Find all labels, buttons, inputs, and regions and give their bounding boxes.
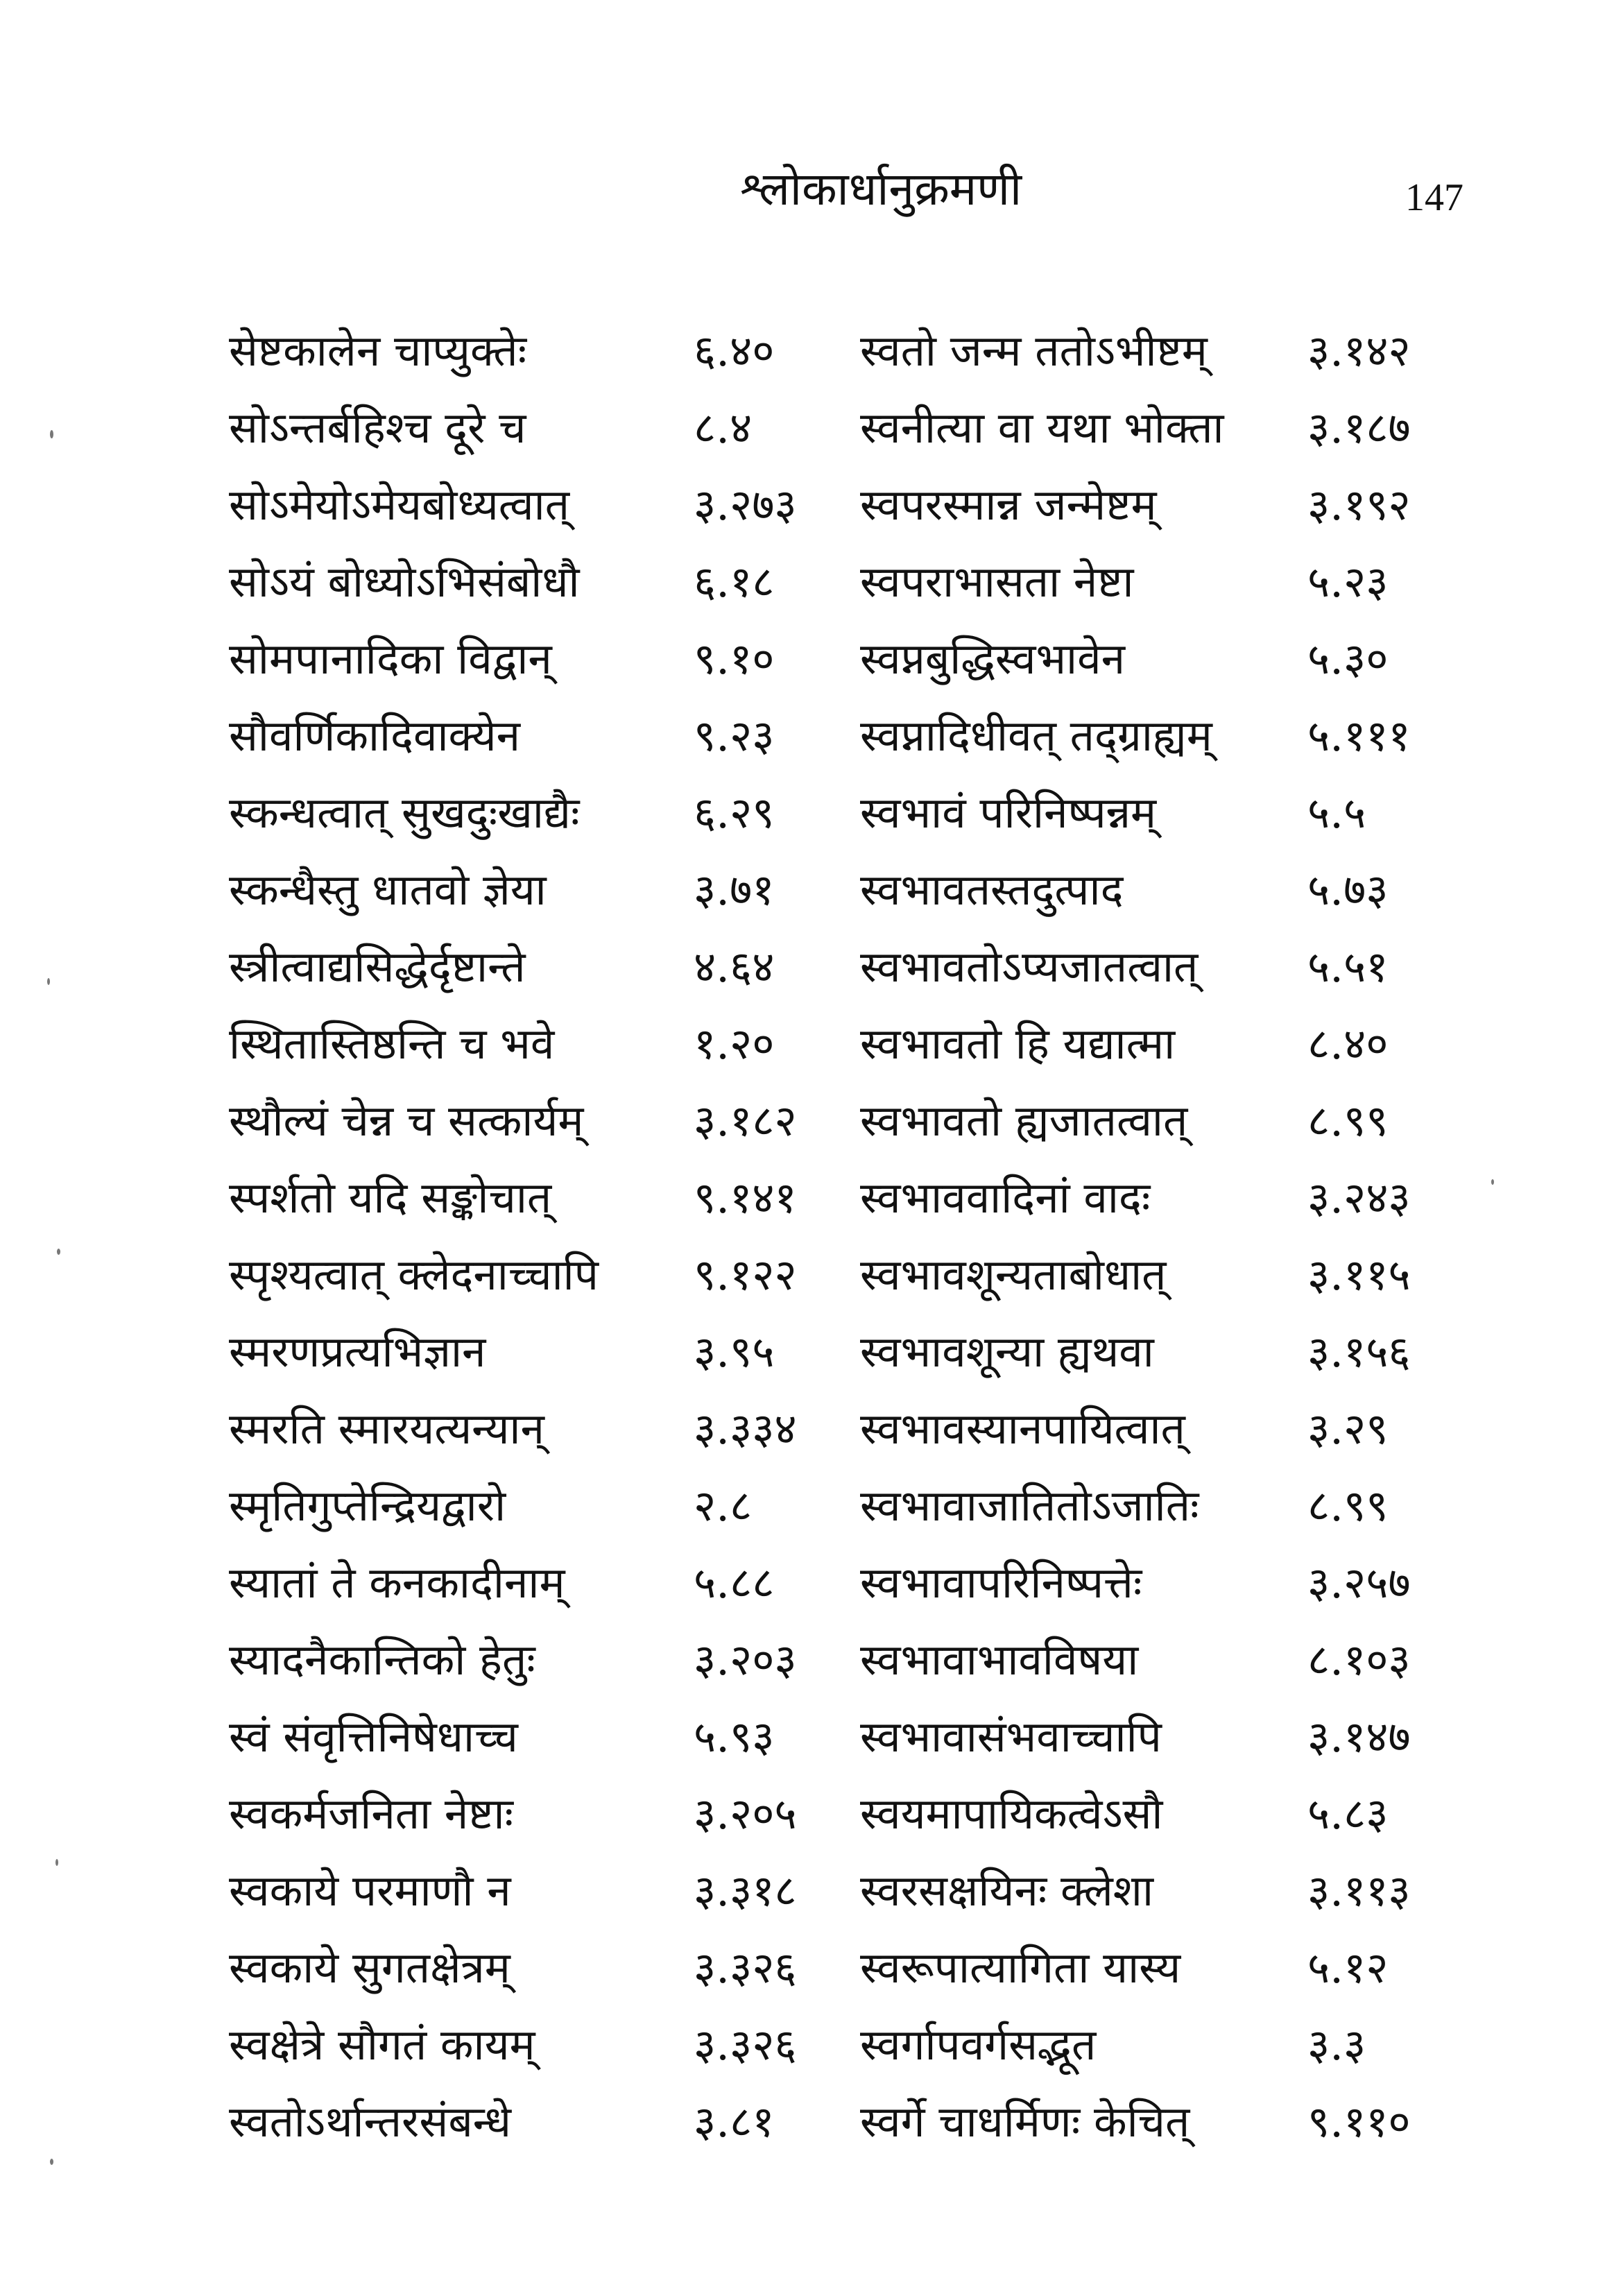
verse-entry-right: स्वपराभासता नेष्टा: [860, 556, 1134, 607]
verse-entry-right: स्वभावाभावविषया: [860, 1634, 1139, 1685]
verse-reference-left: १.२०: [694, 1018, 775, 1069]
verse-entry-left: स्वकाये सुगतक्षेत्रम्: [229, 1942, 510, 1993]
verse-reference-right: ३.१५६: [1307, 1326, 1411, 1377]
scan-speck: [47, 978, 50, 985]
index-row: [229, 1086, 1498, 1163]
index-row: [229, 1548, 1498, 1625]
verse-entry-right: स्वपरस्मान्न जन्मेष्टम्: [860, 479, 1157, 530]
index-row: [229, 932, 1498, 1009]
scan-speck: [50, 430, 53, 438]
verse-reference-right: ५.२३: [1307, 556, 1389, 607]
index-row: [229, 778, 1498, 855]
verse-entry-right: स्वभावतो ह्यजातत्वात्: [860, 1095, 1188, 1146]
verse-reference-right: ५.३०: [1307, 633, 1389, 684]
verse-entry-right: स्वभाववादिनां वादः: [860, 1172, 1151, 1223]
index-row: [229, 1779, 1498, 1856]
verse-reference-right: ५.१२: [1307, 1942, 1389, 1993]
verse-entry-left: स्वं संवृत्तिनिषेधाच्च: [229, 1711, 518, 1762]
verse-entry-left: स्पर्शतो यदि सङ्कोचात्: [229, 1172, 552, 1223]
verse-entry-left: सोऽयं बोध्योऽभिसंबोधौ: [229, 556, 580, 607]
verse-reference-right: ५.५: [1307, 787, 1366, 838]
verse-reference-right: ३.२५७: [1307, 1557, 1411, 1608]
verse-entry-left: सोमपानादिका विद्वान्: [229, 633, 552, 684]
verse-reference-right: ३.२९: [1307, 1403, 1389, 1454]
index-row: [229, 2087, 1498, 2164]
verse-reference-right: ३.१९२: [1307, 479, 1411, 530]
verse-entry-left: सोऽन्तर्बहिश्च दूरे च: [229, 402, 526, 453]
index-row: [229, 1856, 1498, 1933]
scan-speck: [1491, 1179, 1494, 1185]
index-row: [229, 1009, 1498, 1086]
verse-reference-left: ६.२९: [694, 787, 775, 838]
verse-reference-left: ९.१२२: [694, 1249, 797, 1300]
verse-reference-left: ५.८८: [694, 1557, 775, 1608]
verse-entry-left: स्मरति स्मारयत्यन्यान्: [229, 1403, 544, 1454]
verse-reference-left: ३.३३४: [694, 1403, 797, 1454]
verse-entry-left: स्वकाये परमाणौ न: [229, 1865, 511, 1916]
page-number: 147: [1405, 176, 1463, 219]
verse-entry-left: स्वतोऽर्थान्तरसंबन्धे: [229, 2096, 512, 2147]
verse-reference-right: ३.३: [1307, 2019, 1366, 2070]
verse-reference-left: ६.४०: [694, 325, 775, 376]
verse-reference-left: ८.४: [694, 402, 753, 453]
verse-reference-right: ३.१४२: [1307, 325, 1411, 376]
index-row: [229, 624, 1498, 701]
verse-entry-left: स्त्रीत्वाद्यसिद्धेर्दृष्टान्ते: [229, 941, 526, 992]
verse-entry-right: स्वभावतो हि यद्यात्मा: [860, 1018, 1176, 1069]
verse-reference-left: ३.२०५: [694, 1788, 797, 1839]
verse-entry-right: स्वतो जन्म ततोऽभीष्टम्: [860, 325, 1208, 376]
verse-reference-left: ३.३२६: [694, 1942, 797, 1993]
verse-entry-left: स्पृश्यत्वात् क्लेदनाच्चापि: [229, 1249, 599, 1300]
verse-entry-right: स्वरसक्षयिनः क्लेशा: [860, 1865, 1154, 1916]
verse-reference-right: ३.१४७: [1307, 1711, 1411, 1762]
index-row: [229, 316, 1498, 393]
verse-reference-right: ५.८३: [1307, 1788, 1389, 1839]
verse-entry-left: स्मृतिगुप्तेन्द्रियद्वारो: [229, 1480, 506, 1531]
verse-entry-right: स्वभावस्यानपायित्वात्: [860, 1403, 1185, 1454]
verse-entry-right: स्वभावतोऽप्यजातत्वात्: [860, 941, 1199, 992]
verse-reference-right: ३.१८७: [1307, 402, 1411, 453]
verse-reference-left: ९.२३: [694, 710, 775, 761]
verse-entry-right: स्वप्नबुद्धिस्वभावेन: [860, 633, 1125, 684]
verse-reference-left: ३.३२६: [694, 2019, 797, 2070]
verse-index-table: [229, 316, 1498, 2164]
index-row: [229, 1240, 1498, 1317]
verse-reference-right: ३.११५: [1307, 1249, 1411, 1300]
index-row: [229, 701, 1498, 778]
verse-reference-right: ८.४०: [1307, 1018, 1389, 1069]
verse-reference-right: ८.९९: [1307, 1480, 1389, 1531]
verse-entry-left: स्मरणप्रत्यभिज्ञान: [229, 1326, 486, 1377]
verse-reference-right: ९.११०: [1307, 2096, 1411, 2147]
index-row: [229, 855, 1498, 932]
verse-reference-right: ३.२४३: [1307, 1172, 1411, 1223]
index-row: [229, 393, 1498, 470]
verse-reference-left: ५.९३: [694, 1711, 775, 1762]
verse-entry-right: स्वरूपात्यागिता यास्य: [860, 1942, 1181, 1993]
index-row: [229, 1702, 1498, 1779]
index-row: [229, 1471, 1498, 1548]
verse-entry-right: स्वर्गापवर्गसद्भूत: [860, 2019, 1097, 2070]
verse-entry-right: स्वभावतस्तदुत्पाद: [860, 864, 1124, 915]
verse-reference-left: ३.९५: [694, 1326, 775, 1377]
verse-reference-right: ५.७३: [1307, 864, 1389, 915]
index-row: [229, 470, 1498, 547]
verse-reference-right: ८.९९: [1307, 1095, 1389, 1146]
verse-entry-left: स्कन्धत्वात् सुखदुःखाद्यैः: [229, 787, 580, 838]
verse-entry-left: स्थौल्यं चेन्न च सत्कार्यम्: [229, 1095, 584, 1146]
verse-entry-left: स्यादनैकान्तिको हेतुः: [229, 1634, 535, 1685]
verse-entry-left: स्वक्षेत्रे सौगतं कायम्: [229, 2019, 535, 2070]
verse-entry-right: स्वभावशून्या ह्यथवा: [860, 1326, 1154, 1377]
verse-entry-right: स्वनीत्या वा यथा भोक्ता: [860, 402, 1224, 453]
verse-entry-left: सोऽमेयोऽमेयबोध्यत्वात्: [229, 479, 570, 530]
verse-reference-right: ३.११३: [1307, 1865, 1411, 1916]
verse-reference-left: ३.२७३: [694, 479, 797, 530]
index-row: [229, 1317, 1498, 1394]
verse-reference-right: ५.१११: [1307, 710, 1411, 761]
index-row: [229, 1394, 1498, 1471]
verse-entry-right: स्वभावापरिनिष्पत्तेः: [860, 1557, 1142, 1608]
verse-reference-right: ५.५१: [1307, 941, 1389, 992]
verse-entry-left: स्थितास्तिष्ठन्ति च भवे: [229, 1018, 555, 1069]
running-title: श्लोकार्धानुक्रमणी: [739, 162, 1022, 216]
verse-reference-left: ३.८१: [694, 2096, 775, 2147]
verse-entry-right: स्वभावशून्यताबोधात्: [860, 1249, 1167, 1300]
verse-entry-right: स्वर्गे चाधर्मिणः केचित्: [860, 2096, 1190, 2147]
verse-entry-left: सौवर्णिकादिवाक्येन: [229, 710, 521, 761]
verse-reference-left: ३.२०३: [694, 1634, 797, 1685]
verse-entry-left: सेष्टकालेन चाप्युक्तेः: [229, 325, 527, 376]
index-row: [229, 1625, 1498, 1702]
scan-speck: [50, 2159, 53, 2165]
verse-reference-left: ९.१०: [694, 633, 775, 684]
verse-entry-right: स्वयमापायिकत्वेऽसौ: [860, 1788, 1163, 1839]
verse-reference-left: ३.७१: [694, 864, 775, 915]
verse-reference-left: ६.१८: [694, 556, 775, 607]
index-row: [229, 1163, 1498, 1240]
verse-entry-left: स्वकर्मजनिता नेष्टाः: [229, 1788, 514, 1839]
verse-entry-right: स्वप्नादिधीवत् तद्ग्राह्यम्: [860, 710, 1212, 761]
verse-reference-left: ३.१८२: [694, 1095, 797, 1146]
verse-reference-left: ३.३१८: [694, 1865, 797, 1916]
verse-reference-left: ९.१४१: [694, 1172, 797, 1223]
verse-entry-right: स्वभावाजातितोऽजातिः: [860, 1480, 1199, 1531]
verse-reference-right: ८.१०३: [1307, 1634, 1411, 1685]
verse-entry-right: स्वभावासंभवाच्चापि: [860, 1711, 1162, 1762]
verse-reference-left: ४.६४: [694, 941, 775, 992]
verse-entry-left: स्यातां ते कनकादीनाम्: [229, 1557, 565, 1608]
index-row: [229, 547, 1498, 624]
verse-entry-right: स्वभावं परिनिष्पन्नम्: [860, 787, 1157, 838]
verse-entry-left: स्कन्धैस्तु धातवो ज्ञेया: [229, 864, 547, 915]
scan-speck: [55, 1859, 58, 1866]
index-row: [229, 1933, 1498, 2010]
index-row: [229, 2010, 1498, 2087]
scan-speck: [57, 1249, 60, 1255]
verse-reference-left: २.८: [694, 1480, 753, 1531]
